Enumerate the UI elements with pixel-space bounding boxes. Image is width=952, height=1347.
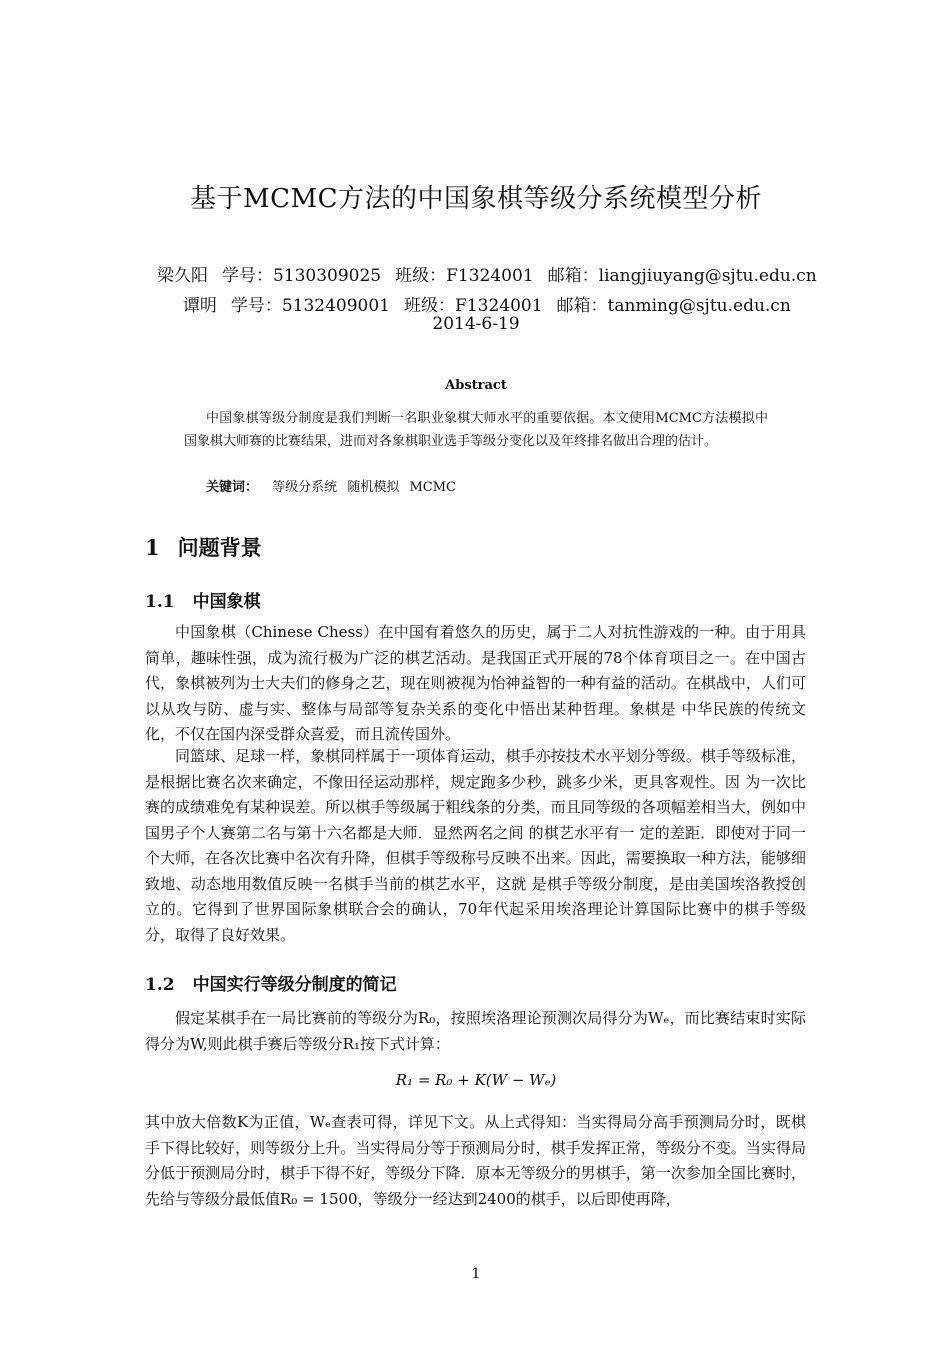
body-paragraph: 假定某棋手在一局比赛前的等级分为R₀，按照埃洛理论预测次局得分为Wₑ，而比赛结束时实际得分为W,则此棋手赛后等级分R₁按下式计算： [145, 1009, 806, 1053]
equation: R₁ = R₀ + K(W − Wₑ) [395, 1071, 557, 1089]
keyword: 随机模拟 [347, 480, 400, 495]
paper-title: 基于MCMC方法的中国象棋等级分系统模型分析 [189, 184, 763, 214]
section-number: 1 [145, 535, 160, 560]
subsection-number: 1.2 [145, 975, 175, 995]
subsection-title: 中国实行等级分制度的简记 [192, 975, 397, 995]
keywords-line [206, 478, 462, 498]
section-title: 问题背景 [177, 536, 262, 560]
page-number: 1 [471, 1266, 481, 1282]
author-student-id: 学号：5132409001 [230, 296, 391, 316]
author-name: 谭明 [182, 296, 217, 316]
keywords-label: 关键词： [206, 480, 259, 495]
body-paragraph: 其中放大倍数K为正值，Wₑ查表可得，详见下文。从上式得知：当实得局分高手预测局分时，既棋手下得比较好，则等级分上升。当实得局分等于预测局分时，棋手发挥正常，等级分不变。当实得局 分低于预测局分时，棋手下得不好，等级分下降．原本无等级分的男棋手，第一次参加全国比赛时，先给与等级分最低值R₀ = 1500，等级分一经达到2400的棋手，以后即使再降， [145, 1113, 806, 1208]
abstract-text: 中国象棋等级分制度是我们判断一名职业象棋大师水平的重要依据。本文使用MCMC方法模拟中国象棋大师赛的比赛结果，进而对各象棋职业选手等级分变化以及年终排名做出合理的估计。 [184, 411, 768, 449]
author-student-id: 学号：5130309025 [221, 266, 382, 286]
author-email: 邮箱：liangjiuyang@sjtu.edu.cn [547, 266, 817, 286]
author-name: 梁久阳 [156, 266, 208, 286]
author-class: 班级：F1324001 [395, 266, 534, 286]
subsection-title: 中国象棋 [192, 592, 261, 612]
subsection-number: 1.1 [145, 592, 175, 612]
paper-date: 2014-6-19 [432, 314, 520, 334]
keyword: 等级分系统 [272, 480, 338, 495]
section-heading [145, 532, 262, 562]
body-paragraph: 中国象棋（Chinese Chess）在中国有着悠久的历史，属于二人对抗性游戏的一种。由于用具简单，趣味性强，成为流行极为广泛的棋艺活动。是我国正式开展的78个体育项目之一。在中国古代，象棋被列为士大夫们的修身之艺，现在则被视为怡神益智的一种有益的活动。在棋战中，人们可以从攻与防、虚与实、整体与局部等复杂关系的变化中悟出某种哲理。象棋是 中华民族的传统文化，不仅在国内深受群众喜爱，而且流传国外。 [145, 623, 806, 743]
author-email: 邮箱：tanming@sjtu.edu.cn [556, 296, 791, 316]
subsection-heading [145, 970, 397, 995]
keyword: MCMC [409, 480, 456, 495]
author-class: 班级：F1324001 [404, 296, 543, 316]
body-paragraph: 同篮球、足球一样，象棋同样属于一项体育运动，棋手亦按技术水平划分等级。棋手等级标准，是根据比赛名次来确定，不像田径运动那样，规定跑多少秒，跳多少米，更具客观性。因 为一次比赛的成绩难免有某种误差。所以棋手等级属于粗线条的分类，而且同等级的各项幅差相当大，例如中国男子个人赛第二名与第十六名都是大师．显然两名之间 的棋艺水平有一 定的差距．即使对于同一个大师，在各次比赛中名次有升降，但棋手等级称号反映不出来。因此，需要换取一种方法，能够细致地、动态地用数值反映一名棋手当前的棋艺水平，这就 是棋手等级分制度，是由美国埃洛教授创立的。它得到了世界国际象棋联合会的确认，70年代起采用埃洛理论计算国际比赛中的棋手等级分，取得了良好效果。 [145, 747, 806, 944]
subsection-heading [145, 587, 261, 612]
abstract-heading: Abstract [445, 378, 507, 393]
